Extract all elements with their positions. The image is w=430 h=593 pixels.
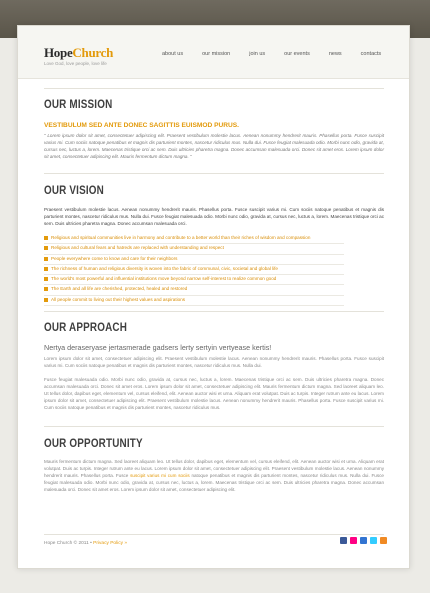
nav-our-mission[interactable]: our mission: [202, 51, 231, 57]
opportunity-heading: OUR OPPORTUNITY: [44, 438, 143, 450]
footer: [44, 541, 127, 546]
list-item[interactable]: [44, 296, 344, 306]
bullet-icon: [44, 236, 48, 240]
vision-heading: OUR VISION: [44, 185, 104, 197]
flickr-icon[interactable]: [350, 537, 357, 544]
bullet-icon: [44, 267, 48, 271]
rss-icon[interactable]: [380, 537, 387, 544]
site-tagline: Love God, love people, love life: [44, 61, 107, 66]
list-item[interactable]: [44, 275, 344, 285]
nav-contacts[interactable]: contacts: [360, 51, 382, 57]
opportunity-text-start: Mauris fermentum dictum magna. Sed laoreet aliquam leo. Ut tellus dolor, dapibus eget, elementum vel, cursus eleifend, elit. Aenean auctor wisi et urna. Aliquam erat volutpat. Duis ac turpis. Integer rutrum ante eu lacus. Lorem ipsum dolor sit amet, consectetuer adipiscing elit. Praesent vestibulum molestie lacus. Aenean nonummy hendrerit mauris. Phasellus porta. Fusce: [44, 459, 384, 478]
list-item[interactable]: [44, 285, 344, 295]
section-divider: [44, 173, 384, 174]
facebook-icon[interactable]: [340, 537, 347, 544]
list-item[interactable]: [44, 255, 344, 265]
bullet-icon: [44, 277, 48, 281]
nav-our-events[interactable]: our events: [284, 51, 310, 57]
approach-text-2: Fusce feugiat malesuada odio. Morbi nunc odio, gravida at, cursus nec, luctus a, lorem. Maecenas tristique orci ac sem. Duis ultricies pharetra magna. Donec accumsan malesuada orci. Donec sit amet eros. Lorem ipsum dolor sit amet, consectetuer adipiscing elit. Mauris fermentum dictum magna. Sed laoreet aliquam leo. Ut tellus dolor, dapibus eget, elementum vel, cursus eleifend, elit. Aenean auctor wisi et urna. Aliquam erat volutpat. Duis ac turpis. Integer rutrum ante eu lacus. Lorem ipsum dolor sit amet, consectetuer adipiscing elit. Praesent vestibulum molestie lacus. Aenean nonummy hendrerit mauris. Phasellus porta. Fusce suscipit varius mi. Cum sociis natoque penatibus et magnis dis parturient montes, nascetur ridiculus mus.: [44, 377, 384, 410]
list-item-link[interactable]: All people commit to living out their highest values and aspirations: [51, 296, 186, 302]
list-item[interactable]: [44, 234, 344, 244]
twitter-icon[interactable]: [370, 537, 377, 544]
bullet-icon: [44, 257, 48, 261]
delicious-icon[interactable]: [360, 537, 367, 544]
nav-about-us[interactable]: about us: [162, 51, 184, 57]
vision-text: Praesent vestibulum molestie lacus. Aenean nonummy hendrerit mauris. Phasellus porta. Fusce suscipit varius mi. Cum sociis natoque penatibus et magnis dis parturient montes, nascetur ridiculus mus. Nulla dui. Fusce feugiat malesuada odio. Morbi nunc odio, gravida at, cursus nec, luctus a, lorem. Maecenas tristique orci ac sem. Duis ultricies pharetra magna. Donec accumsan malesuada orci.: [44, 207, 384, 226]
approach-heading: OUR APPROACH: [44, 322, 128, 334]
list-item-link[interactable]: Religious and cultural fears and hatreds are replaced with understanding and respect: [51, 245, 224, 251]
opportunity-link[interactable]: suscipit varius mi cum sociis: [130, 473, 190, 478]
site-logo[interactable]: [44, 45, 113, 61]
list-item-link[interactable]: Religious and spiritual communities live in harmony and contribute to a better world than their riches of wisdom and compassion: [51, 235, 311, 240]
page-container: [17, 25, 410, 569]
logo-text-part2: Church: [72, 45, 114, 60]
list-item-link[interactable]: The Earth and all life are cherished, protected, healed and restored: [51, 286, 188, 292]
bullet-icon: [44, 287, 48, 291]
privacy-policy-link[interactable]: Privacy Policy »: [93, 541, 127, 546]
mission-text: " Lorem ipsum dolor sit amet, consectetuer adipiscing elit. Praesent vestibulum molestie lacus. Aenean nonummy hendrerit mauris. Phasellus porta. Fusce suscipit varius mi. Cum sociis natoque penatibus et magnis dis parturient montes, nascetur ridiculus mus. Nulla dui. Fusce feugiat malesuada odio. Morbi nunc odio, gravida at, cursus nec, luctus a, lorem. Maecenas tristique orci ac sem. Duis ultricies pharetra magna. Donec accumsan malesuada orci. Donec sit amet eros. Lorem ipsum dolor sit amet, consectetuer adipiscing elit. Mauris fermentum dictum magna. ": [44, 133, 384, 159]
list-item-link[interactable]: The richness of human and religious diversity is woven into the fabric of communal, civic, societal and global life: [51, 265, 278, 271]
footer-copyright: Hope Church © 2011 •: [44, 541, 92, 546]
section-divider: [44, 426, 384, 427]
social-icons: [340, 537, 390, 544]
nav-news[interactable]: news: [328, 51, 342, 57]
section-divider: [44, 311, 384, 312]
list-item[interactable]: [44, 265, 344, 275]
logo-text-part1: Hope: [44, 45, 73, 60]
bullet-icon: [44, 298, 48, 302]
list-item-link[interactable]: People everywhere come to know and care for their neighbors: [51, 255, 178, 261]
opportunity-text-end: natoque penatibus et magnis dis parturient montes, nascetur ridiculus mus. Nulla dui. Fusce feugiat malesuada odio. Morbi nunc odio, gravida at, cursus nec, luctus a, lorem. Maecenas tristique orci ac sem. Duis ultricies pharetra magna. Donec accumsan malesuada orci. Donec sit amet eros. Lorem ipsum dolor sit amet, consectetuer adipiscing elit.: [44, 473, 384, 492]
mission-highlight: VESTIBULUM SED ANTE DONEC SAGITTIS EUISMOD PURUS.: [44, 122, 240, 129]
approach-text-1: Lorem ipsum dolor sit amet, consectetuer adipiscing elit. Praesent vestibulum molestie lacus. Aenean nonummy hendrerit mauris. Phasellus porta. Fusce suscipit varius mi. Cum sociis natoque penatibus et magnis dis parturient montes, nascetur ridiculus mus. Nulla dui.: [44, 356, 384, 368]
nav-join-us[interactable]: join us: [249, 51, 266, 57]
bullet-icon: [44, 246, 48, 250]
mission-heading: OUR MISSION: [44, 99, 113, 111]
site-header: [18, 26, 409, 79]
main-nav: [162, 51, 400, 57]
section-divider: [44, 88, 384, 89]
opportunity-text: [44, 458, 384, 493]
approach-subtitle: Nertya deraseryase jertasmerade gadsers lerty sertyin vertyease kertis!: [44, 343, 272, 352]
list-item[interactable]: [44, 244, 344, 254]
list-item-link[interactable]: The world's most powerful and influential institutions move beyond narrow self-interest to realize common good: [51, 276, 277, 282]
footer-divider: [44, 534, 384, 535]
vision-list: [44, 234, 344, 306]
